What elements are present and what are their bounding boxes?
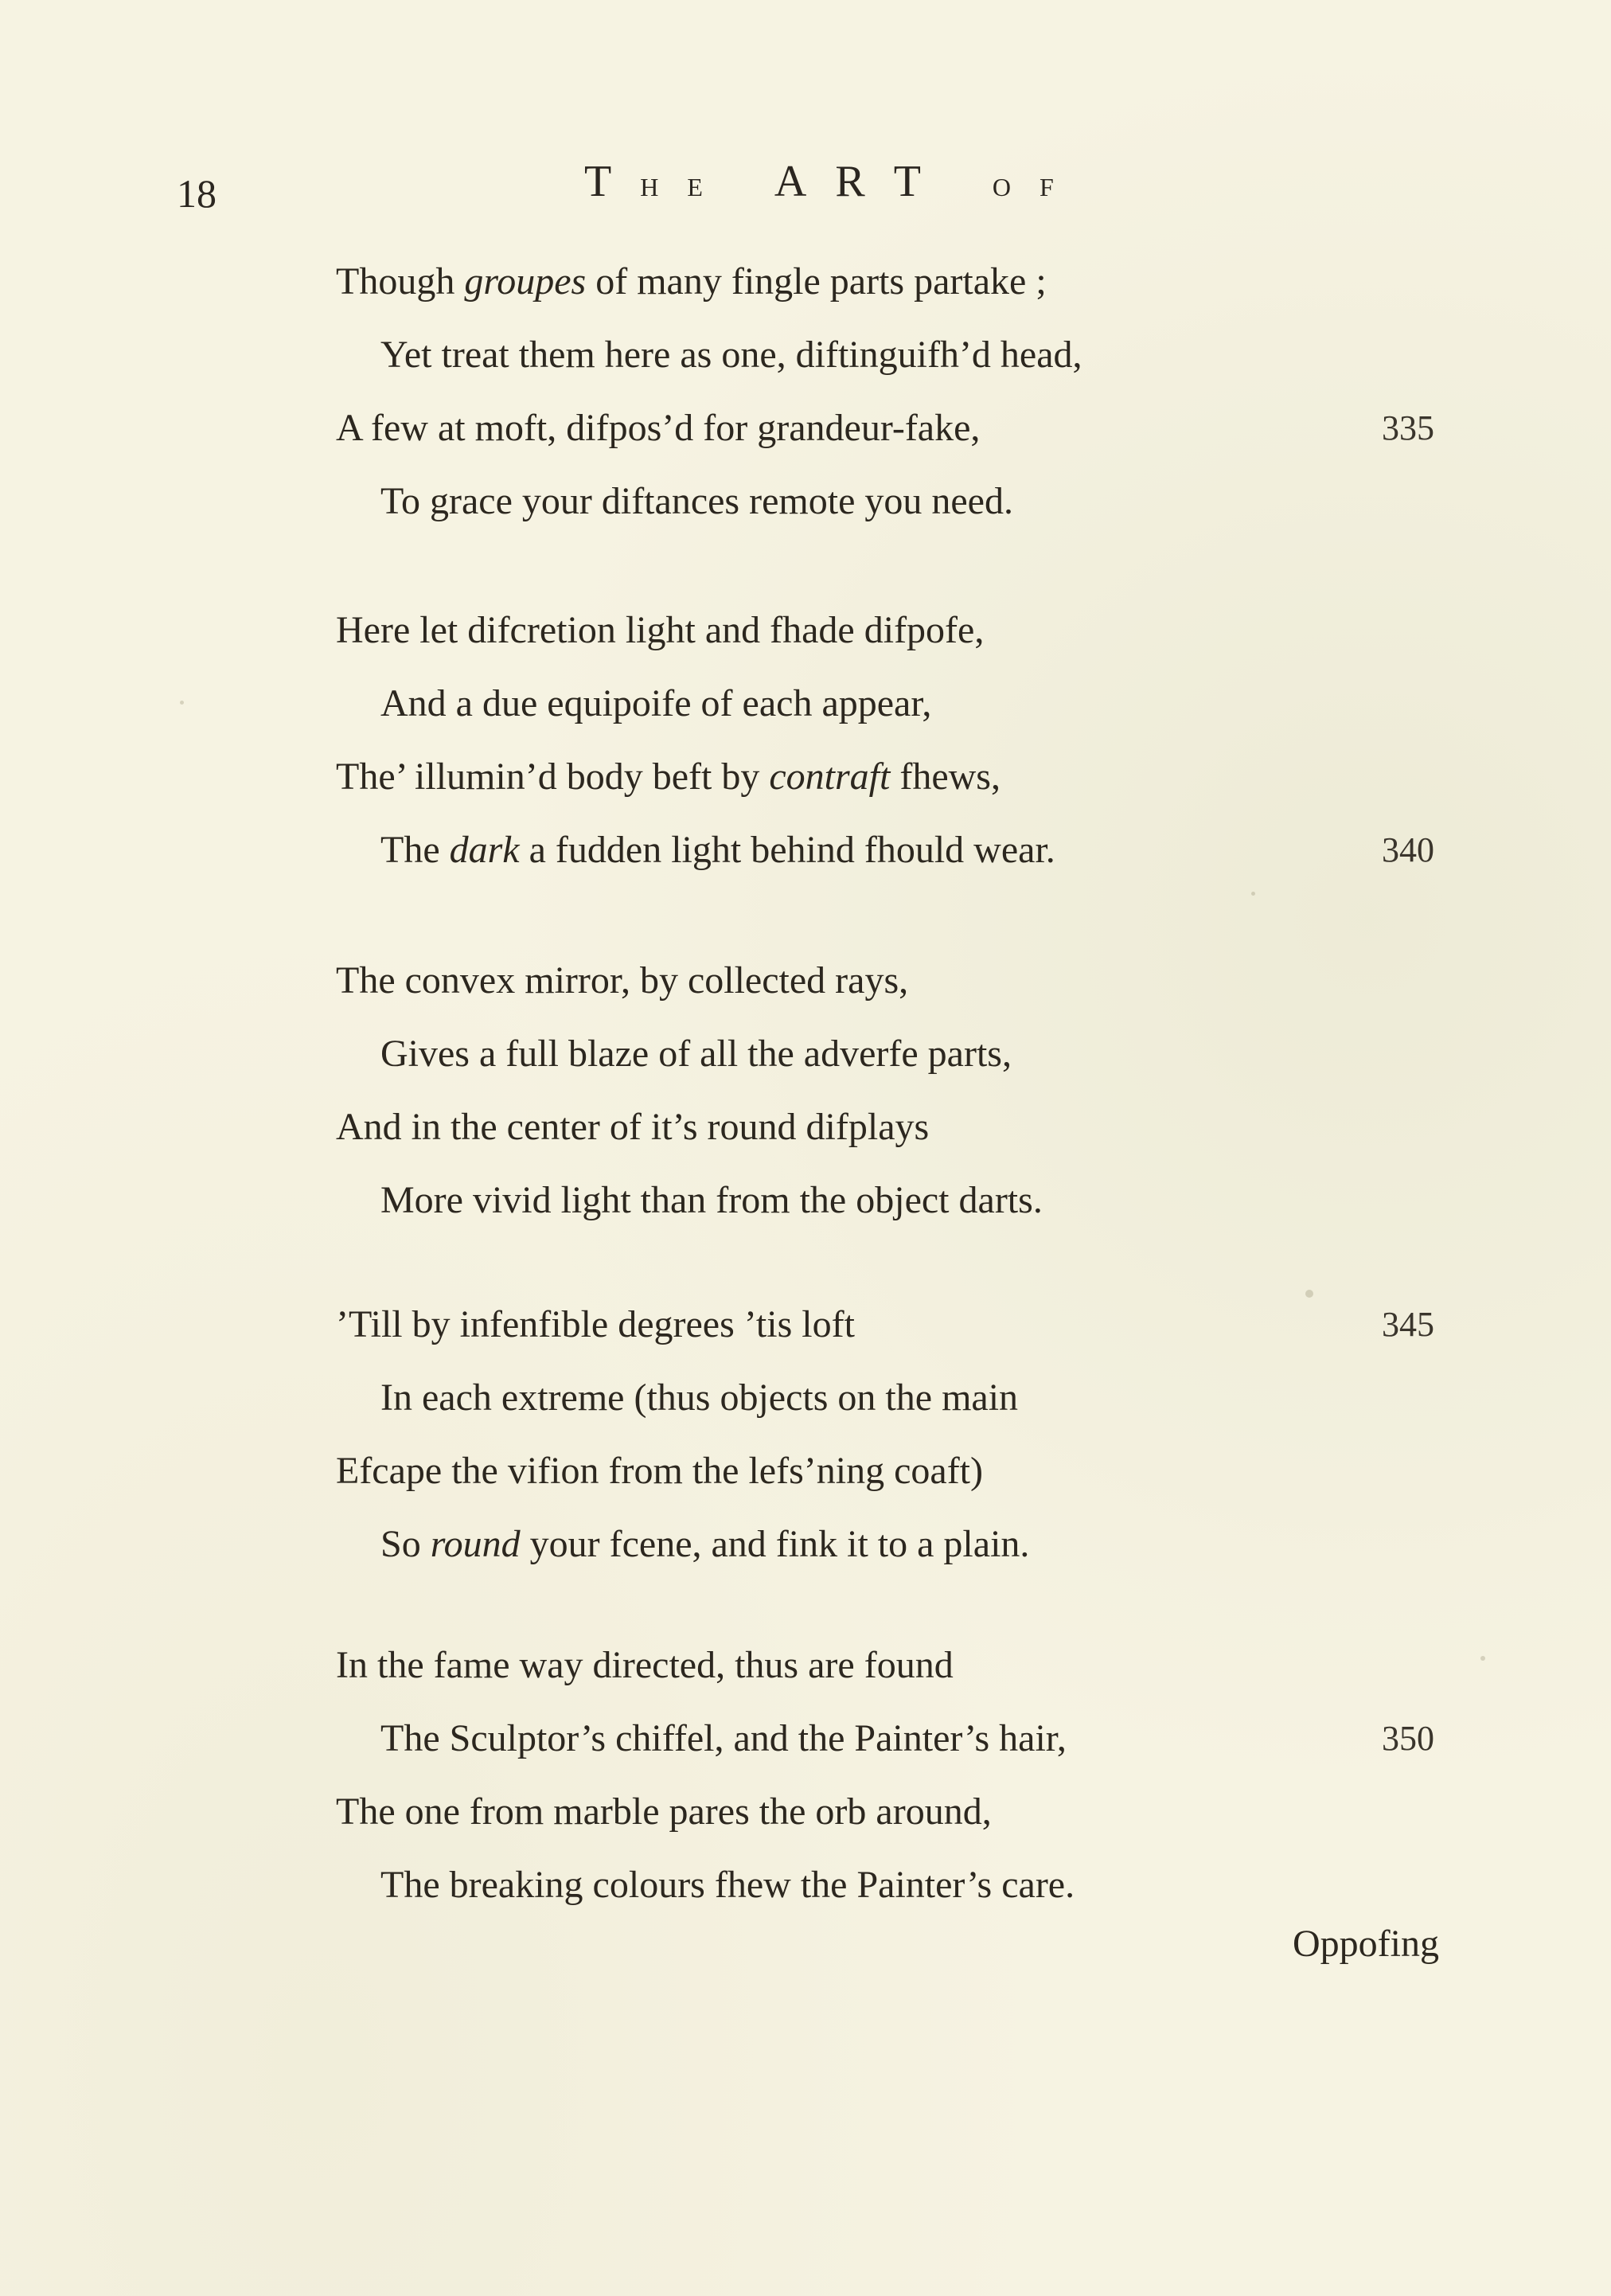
verse-text: Though bbox=[336, 260, 465, 303]
verse-text: fhews, bbox=[890, 756, 1001, 798]
verse-italic-word: contraft bbox=[769, 756, 891, 798]
verse-text: In each extreme (thus objects on the main bbox=[380, 1376, 1019, 1419]
verse-text: The breaking colours fhew the Painter’s care. bbox=[380, 1864, 1075, 1906]
verse-text: The convex mirror, by collected rays, bbox=[336, 959, 909, 1002]
paper-speck bbox=[1305, 1290, 1313, 1298]
verse-line bbox=[380, 1525, 1029, 1564]
verse-text: your fcene, and fink it to a plain. bbox=[520, 1523, 1030, 1565]
paper-speck bbox=[1480, 1656, 1485, 1661]
verse-line bbox=[380, 482, 1013, 521]
verse-text: To grace your diftances remote you need. bbox=[380, 480, 1013, 522]
paper-speck bbox=[1251, 892, 1255, 896]
verse-italic-word: groupes bbox=[464, 260, 587, 303]
verse-line bbox=[336, 1790, 992, 1833]
verse-line bbox=[380, 831, 1055, 869]
verse-line bbox=[336, 611, 984, 650]
verse-text: The Sculptor’s chiffel, and the Painter’s hair, bbox=[380, 1717, 1067, 1759]
verse-text: The one from marble pares the orb around, bbox=[336, 1790, 992, 1833]
verse-italic-word: dark bbox=[449, 829, 520, 871]
verse-line bbox=[336, 1452, 983, 1490]
verse-line bbox=[380, 336, 1082, 374]
verse-line bbox=[336, 409, 980, 447]
verse-line bbox=[380, 1181, 1043, 1220]
verse-text: Yet treat them here as one, diftinguifh’d head, bbox=[380, 334, 1082, 376]
verse-text: A few at moft, difpos’d for grandeur-fake, bbox=[336, 407, 981, 449]
running-head bbox=[584, 159, 1054, 204]
verse-line bbox=[380, 1866, 1075, 1904]
verse-italic-word: round bbox=[430, 1523, 521, 1565]
running-head-letter: E bbox=[687, 173, 703, 201]
running-head-word bbox=[774, 159, 921, 204]
verse-text: And a due equipoife of each appear, bbox=[380, 682, 932, 724]
verse-line bbox=[336, 758, 1001, 796]
verse-line bbox=[336, 1303, 855, 1345]
catchword: Oppofing bbox=[1293, 1923, 1439, 1965]
verse-text: More vivid light than from the object darts. bbox=[380, 1179, 1043, 1221]
verse-line bbox=[380, 682, 932, 724]
verse-text: of many fingle parts partake ; bbox=[586, 260, 1047, 303]
verse-text: Efcape the vifion from the lefs’ning coaft) bbox=[336, 1450, 983, 1492]
running-head-letter: T bbox=[893, 157, 921, 206]
verse-text: ’Till by infenfible degrees ’tis loft bbox=[336, 1303, 855, 1345]
verse-text: Here let difcretion light and fhade difpofe, bbox=[336, 609, 985, 651]
running-head-letter: R bbox=[835, 157, 865, 206]
running-head-letter: A bbox=[774, 157, 807, 206]
page-number: 18 bbox=[177, 171, 216, 216]
verse-text: The bbox=[380, 829, 450, 871]
verse-line bbox=[336, 260, 1047, 303]
paper-speck bbox=[180, 701, 184, 705]
verse-line bbox=[380, 1376, 1019, 1419]
running-head-letter: T bbox=[584, 157, 612, 206]
verse-line bbox=[380, 1717, 1067, 1759]
verse-text: In the fame way directed, thus are found bbox=[336, 1644, 954, 1686]
line-number: 340 bbox=[1382, 830, 1434, 869]
verse-line bbox=[336, 1108, 929, 1146]
verse-line bbox=[336, 1646, 954, 1685]
running-head-word bbox=[993, 160, 1054, 203]
verse-line bbox=[336, 959, 909, 1002]
verse-line bbox=[380, 1035, 1012, 1073]
line-number: 335 bbox=[1382, 408, 1434, 447]
running-head-letter: O bbox=[992, 173, 1012, 201]
running-head-word bbox=[584, 159, 703, 204]
verse-text: a fudden light behind fhould wear. bbox=[519, 829, 1055, 871]
running-head-letter: H bbox=[640, 173, 659, 201]
line-number: 345 bbox=[1382, 1305, 1434, 1344]
verse-text: The’ illumin’d body beft by bbox=[336, 756, 770, 798]
line-number: 350 bbox=[1382, 1719, 1434, 1758]
running-head-letter: F bbox=[1040, 173, 1054, 201]
verse-text: So bbox=[380, 1523, 431, 1565]
verse-text: Gives a full blaze of all the adverfe parts, bbox=[380, 1033, 1012, 1075]
verse-text: And in the center of it’s round difplays bbox=[336, 1106, 930, 1148]
